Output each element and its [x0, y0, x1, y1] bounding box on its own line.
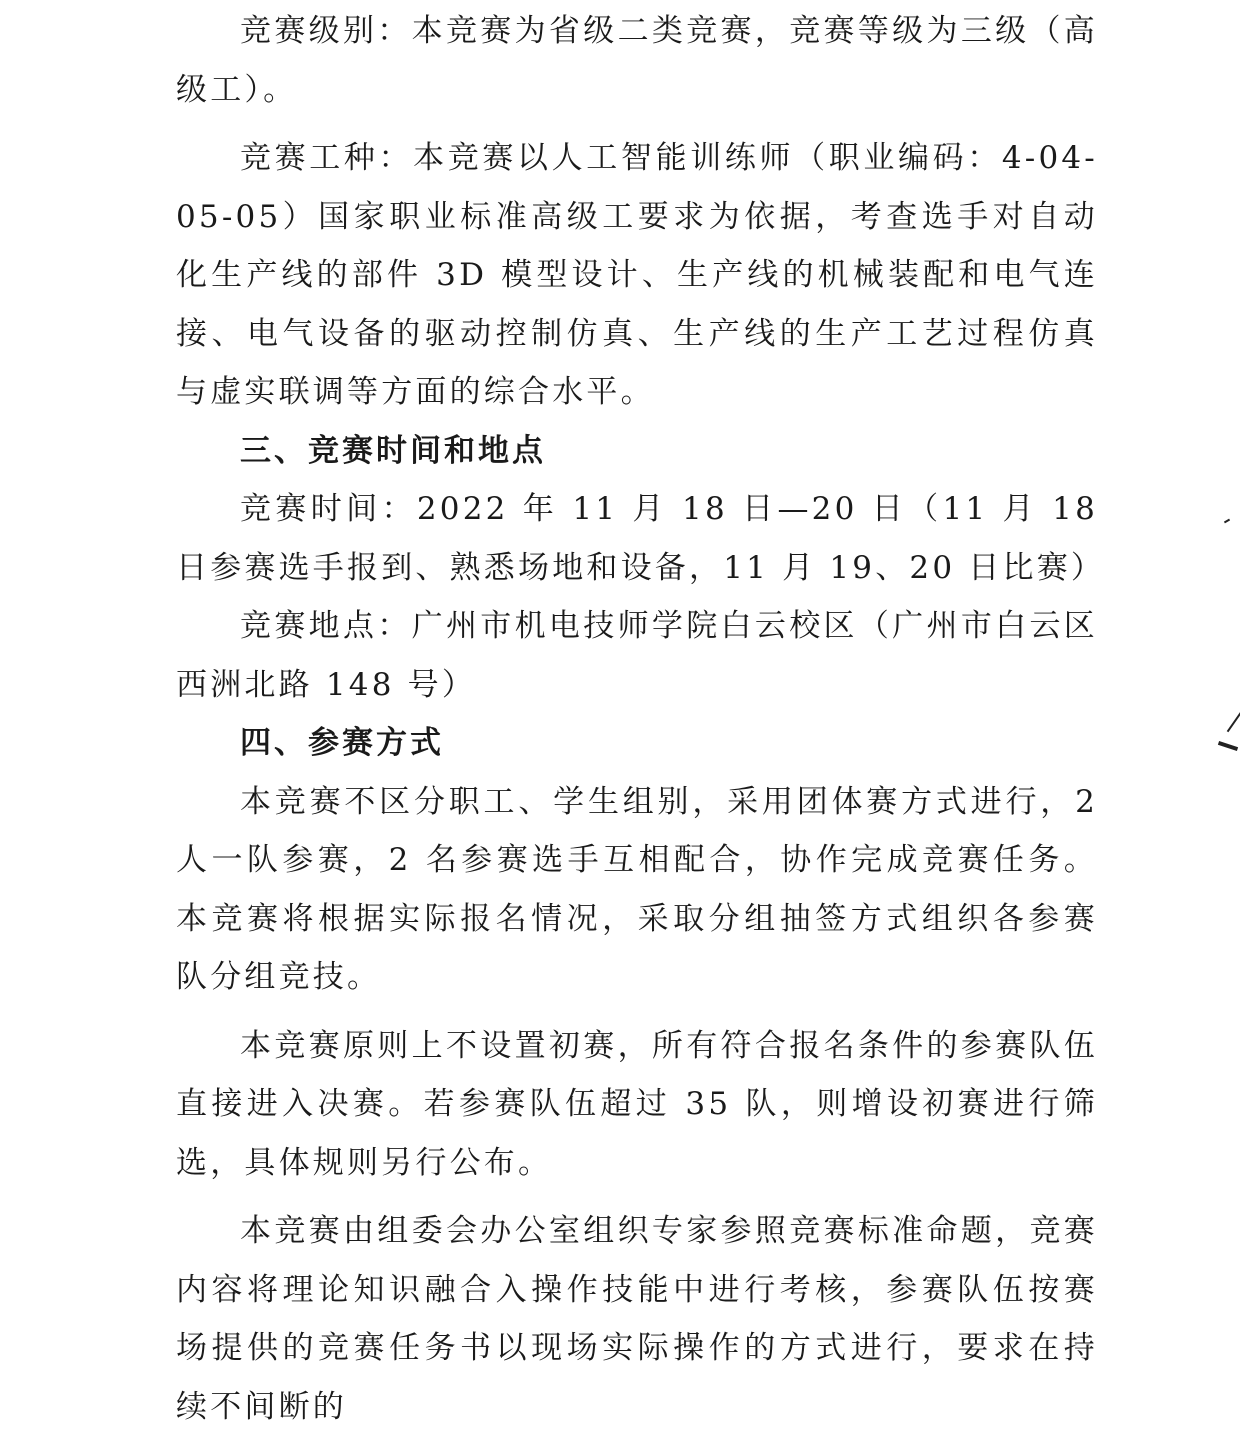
- scan-edge-mark: [1227, 710, 1240, 732]
- scan-edge-mark: [1218, 741, 1238, 751]
- scan-edge-mark: [1224, 519, 1230, 524]
- paragraph-competition-time: 竞赛时间：2022 年 11 月 18 日—20 日（11 月 18 日参赛选手报到、熟悉场地和设备，11 月 19、20 日比赛）: [176, 491, 1106, 586]
- paragraph-preliminary-rules: 本竞赛原则上不设置初赛，所有符合报名条件的参赛队伍直接进入决赛。若参赛队伍超过 35 队，则增设初赛进行筛选，具体规则另行公布。: [176, 1027, 1098, 1181]
- paragraph-competition-venue: 竞赛地点：广州市机电技师学院白云校区（广州市白云区西洲北路 148 号）: [176, 608, 1098, 703]
- section-heading-participation-method: 四、参赛方式: [240, 725, 444, 761]
- paragraph-team-format: 本竞赛不区分职工、学生组别，采用团体赛方式进行，2 人一队参赛，2 名参赛选手互相配合，协作完成竞赛任务。本竞赛将根据实际报名情况，采取分组抽签方式组织各参赛队分组竞技。: [176, 783, 1098, 995]
- paragraph-competition-level: 竞赛级别：本竞赛为省级二类竞赛，竞赛等级为三级（高级工）。: [176, 13, 1098, 108]
- document-body: [176, 2, 1106, 1436]
- section-heading-time-and-place: 三、竞赛时间和地点: [240, 432, 546, 469]
- paragraph-assessment-method: 本竞赛由组委会办公室组织专家参照竞赛标准命题，竞赛内容将理论知识融合入操作技能中进行考核，参赛队伍按赛场提供的竞赛任务书以现场实际操作的方式进行，要求在持续不间断的: [176, 1213, 1098, 1425]
- paragraph-competition-trade: 竞赛工种：本竞赛以人工智能训练师（职业编码：4-04-05-05）国家职业标准高级工要求为依据，考查选手对自动化生产线的部件 3D 模型设计、生产线的机械装配和电气连接、电气设备的驱动控制仿真、生产线的生产工艺过程仿真与虚实联调等方面的综合水平。: [176, 140, 1098, 410]
